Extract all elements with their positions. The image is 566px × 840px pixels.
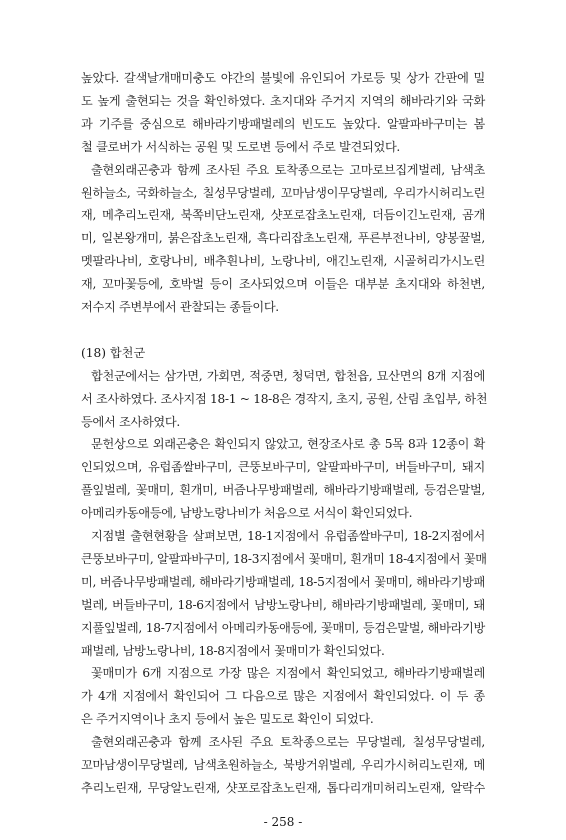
text-line: 저수지 주변부에서 관찰되는 종들이다. [81, 300, 279, 314]
text-line: 원하늘소, 국화하늘소, 칠성무당벌레, 꼬마남생이무당벌레, 우리가시허리노린 [81, 185, 485, 200]
text-line: 출현외래곤충과 함께 조사된 주요 토착종으로는 무당벌레, 칠성무당벌레, [91, 735, 485, 750]
text-line: 재, 꼬마꽃등에, 호박벌 등이 조사되었으며 이들은 대부분 초지대와 하천변, [81, 277, 485, 292]
text-line: 미, 버즘나무방패벌레, 해바라기방패벌레, 18-5지점에서 꽃매미, 해바라기방패 [81, 574, 485, 589]
text-line: 문헌상으로 외래곤충은 확인되지 않았고, 현장조사로 총 5목 8과 12종이 확 [91, 437, 485, 452]
text-line: 풀잎벌레, 꽃매미, 흰개미, 버즘나무방패벌레, 해바라기방패벌레, 등검은말벌, [81, 483, 485, 498]
text-line: 아메리카동애등에, 남방노랑나비가 처음으로 서식이 확인되었다. [81, 506, 413, 521]
text-line: 높았다. 갈색날개매미충도 야간의 불빛에 유인되어 가로등 및 상가 간판에 밀 [81, 71, 485, 85]
text-line: 벌레, 버들바구미, 18-6지점에서 남방노랑나비, 해바라기방패벌레, 꽃매미, 돼 [81, 597, 485, 612]
section-heading: (18) 합천군 [81, 345, 146, 360]
text-line: 합천군에서는 삼가면, 가회면, 적중면, 청덕면, 합천읍, 묘산면의 8개 지점에 [91, 368, 485, 383]
text-line: 멧팔라나비, 호랑나비, 배추흰나비, 노랑나비, 애긴노린재, 시골허리가시노린 [81, 254, 485, 269]
text-line: 지점별 출현현황을 살펴보면, 18-1지점에서 유럽좀쌀바구미, 18-2지점에서 [91, 529, 485, 543]
page-number: - 258 - [263, 814, 303, 829]
text-line: 철 클로버가 서식하는 공원 및 도로변 등에서 주로 발견되었다. [81, 139, 400, 154]
text-line: 패벌레, 남방노랑나비, 18-8지점에서 꽃매미가 확인되었다. [81, 643, 385, 658]
text-line: 은 주거지역이나 초지 등에서 높은 밀도로 확인이 되었다. [81, 712, 374, 727]
text-line: 출현외래곤충과 함께 조사된 주요 토착종으로는 고마로브집게벌레, 남색초 [91, 162, 485, 177]
text-line: 지풀잎벌레, 18-7지점에서 아메리카동애등에, 꽃매미, 등검은말벌, 해바라기방 [81, 620, 485, 635]
text-line: 추리노린재, 무당알노린재, 샷포로잡초노린재, 톱다리개미허리노린재, 알락수 [81, 780, 485, 795]
text-line: 인되었으며, 유럽좀쌀바구미, 큰뚱보바구미, 알팔파바구미, 버들바구미, 돼지 [81, 460, 485, 475]
text-line: 미, 일본왕개미, 붉은잡초노린재, 흑다리잡초노린재, 푸른부전나비, 양봉꿀벌, [81, 231, 485, 246]
text-line: 큰뚱보바구미, 알팔파바구미, 18-3지점에서 꽃매미, 흰개미 18-4지점에서 꽃매 [81, 551, 487, 566]
text-line: 꽃매미가 6개 지점으로 가장 많은 지점에서 확인되었고, 해바라기방패벌레 [91, 666, 485, 681]
text-line: 도 높게 출현되는 것을 확인하였다. 초지대와 주거지 지역의 해바라기와 국화 [81, 93, 485, 108]
text-line: 가 4개 지점에서 확인되어 그 다음으로 많은 지점에서 확인되었다. 이 두 종 [81, 689, 485, 704]
text-line: 등에서 조사하였다. [81, 414, 180, 429]
text-line: 꼬마남생이무당벌레, 남색초원하늘소, 북방거위벌레, 우리가시허리노린재, 메 [81, 758, 485, 772]
text-line: 재, 메추리노린재, 북쪽비단노린재, 샷포로잡초노린재, 더듬이긴노린재, 곰개 [81, 208, 485, 223]
text-line: 서 조사하였다. 조사지점 18-1 ~ 18-8은 경작지, 초지, 공원, 산림 초입부, 하천 [81, 391, 488, 406]
text-line: 과 기주를 중심으로 해바라기방패벌레의 빈도도 높았다. 알팔파바구미는 봄 [81, 116, 485, 131]
